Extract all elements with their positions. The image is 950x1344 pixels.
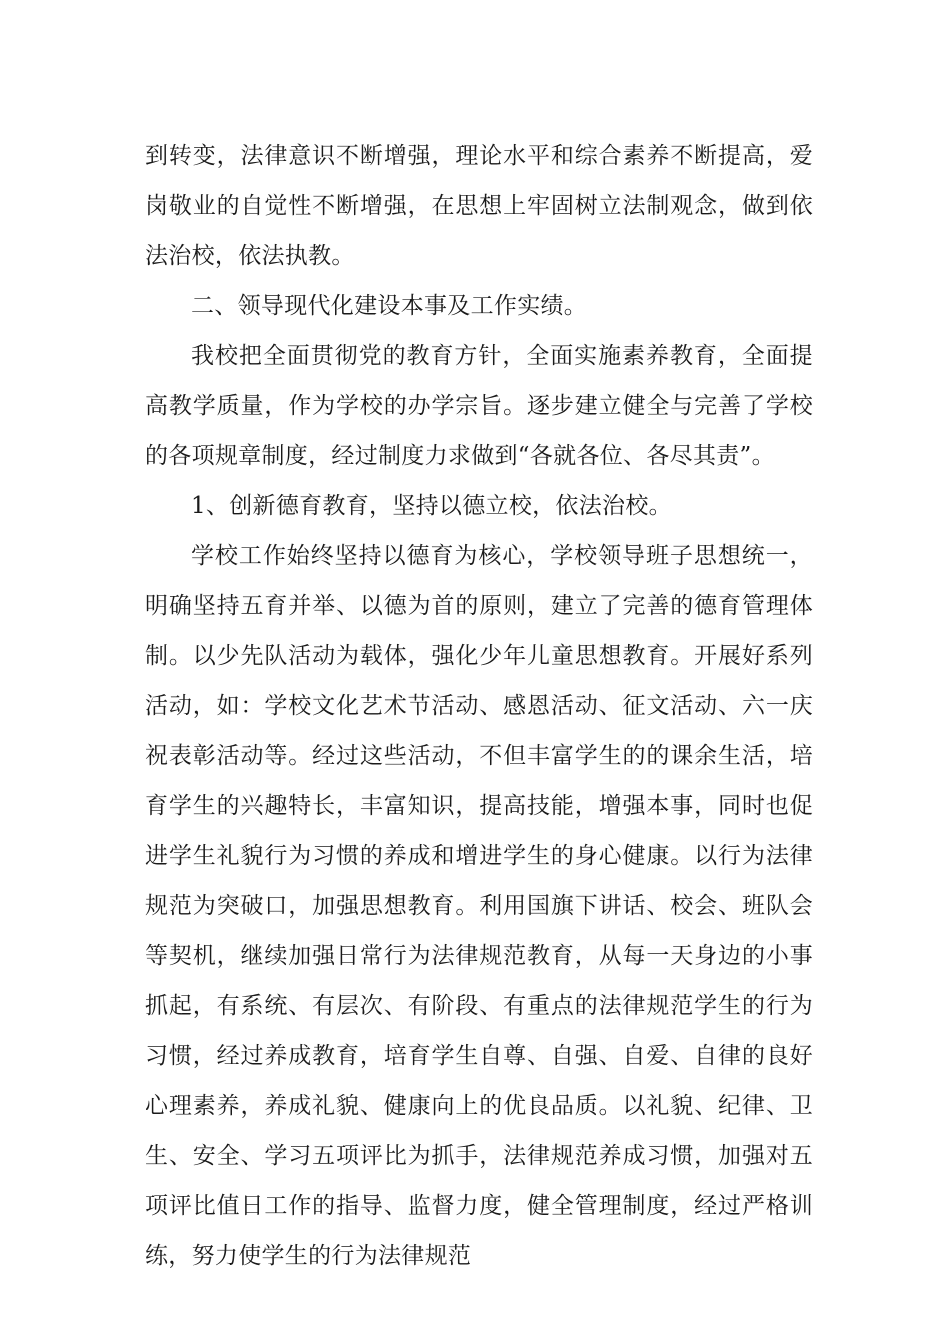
document-body [145,131,813,1281]
section-heading-two: 二、领导现代化建设本事及工作实绩。 [191,293,588,319]
subheading-moral-education: 1、创新德育教育，坚持以德立校，依法治校。 [191,493,672,519]
paragraph-moral-education: 学校工作始终坚持以德育为核心，学校领导班子思想统一，明确坚持五育并举、以德为首的原则，建立了完善的德育管理体制。以少先队活动为载体，强化少年儿童思想教育。开展好系列活动，如：学校文化艺术节活动、感恩活动、征文活动、六一庆祝表彰活动等。经过这些活动，不但丰富学生的的课余生活，培育学生的兴趣特长，丰富知识，提高技能，增强本事，同时也促进学生礼貌行为习惯的养成和增进学生的身心健康。以行为法律规范为突破口，加强思想教育。利用国旗下讲话、校会、班队会等契机，继续加强日常行为法律规范教育，从每一天身边的小事抓起，有系统、有层次、有阶段、有重点的法律规范学生的行为习惯，经过养成教育，培育学生自尊、自强、自爱、自律的良好心理素养，养成礼貌、健康向上的优良品质。以礼貌、纪律、卫生、安全、学习五项评比为抓手，法律规范养成习惯，加强对五项评比值日工作的指导、监督力度，健全管理制度，经过严格训练，努力使学生的行为法律规范 [145,543,813,1269]
paragraph-school-mission: 我校把全面贯彻党的教育方针，全面实施素养教育，全面提高教学质量，作为学校的办学宗旨。逐步建立健全与完善了学校的各项规章制度，经过制度力求做到“各就各位、各尽其责”。 [145,343,813,469]
paragraph-continuation: 到转变，法律意识不断增强，理论水平和综合素养不断提高，爱岗敬业的自觉性不断增强，在思想上牢固树立法制观念，做到依法治校，依法执教。 [145,143,813,269]
